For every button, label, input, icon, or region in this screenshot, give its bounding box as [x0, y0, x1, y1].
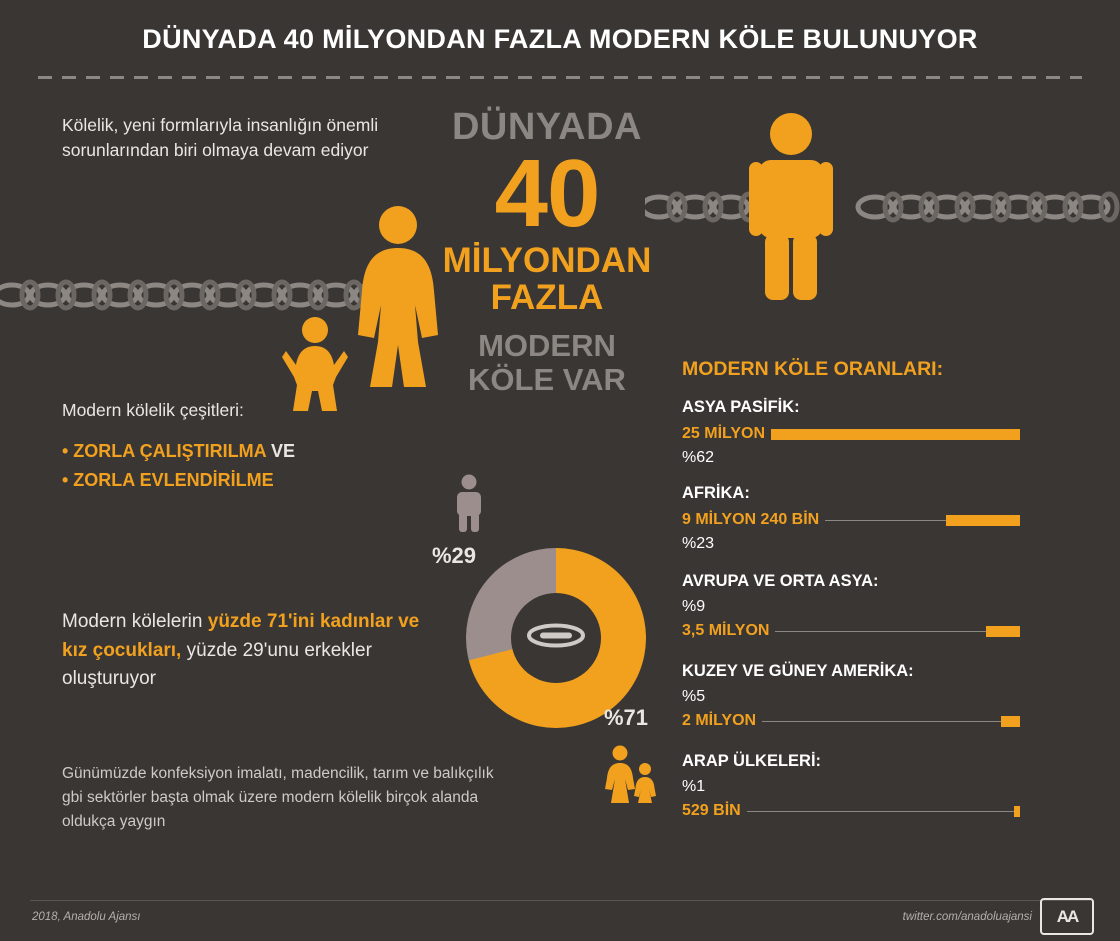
female-with-child-symbol-icon — [604, 745, 656, 808]
intro-paragraph: Kölelik, yeni formlarıyla insanlığın önemli sorunlarından biri olmaya devam ediyor — [62, 115, 379, 161]
page-title: DÜNYADA 40 MİLYONDAN FAZLA MODERN KÖLE BULUNUYOR — [142, 24, 978, 54]
chain-link-icon — [526, 623, 586, 654]
region-percent: %9 — [682, 598, 706, 615]
male-percent-label: %29 — [432, 543, 477, 568]
region-block-europe-central-asia — [682, 572, 1020, 641]
region-value: 25 MİLYON — [682, 425, 765, 442]
footer-credit: 2018, Anadolu Ajansı — [32, 911, 141, 923]
region-bar-track — [775, 631, 1020, 633]
region-bar-fill — [1014, 806, 1020, 817]
female-percent-label: %71 — [604, 705, 649, 730]
headline-line-1: DÜNYADA — [451, 106, 642, 148]
chain-left-decoration — [0, 278, 390, 312]
headline-line-5: MODERN KÖLE VAR — [468, 327, 626, 398]
region-name: KUZEY VE GÜNEY AMERİKA: — [682, 662, 914, 680]
region-percent-row — [682, 778, 1020, 796]
footer-twitter-handle: twitter.com/anadoluajansi — [902, 911, 1032, 923]
man-silhouette-icon — [745, 112, 837, 307]
slavery-kinds-label: Modern kölelik çeşitleri: — [62, 400, 244, 420]
region-value: 529 BİN — [682, 802, 741, 819]
region-percent-row — [682, 449, 1020, 467]
region-value-row — [682, 711, 1020, 731]
region-block-arab-states — [682, 752, 1020, 821]
region-name: ARAP ÜLKELERİ: — [682, 752, 822, 770]
region-percent: %5 — [682, 688, 706, 705]
region-block-americas — [682, 662, 1020, 731]
region-name: AFRİKA: — [682, 484, 750, 502]
child-silhouette-icon — [282, 315, 348, 420]
region-value-row — [682, 621, 1020, 641]
region-bar — [747, 806, 1020, 817]
region-bar-fill — [986, 626, 1020, 637]
sectors-paragraph: Günümüzde konfeksiyon imalatı, madencilik, tarım ve balıkçılık gbi sektörler başta olmak üzere modern kölelik birçok alanda oldukça yaygın — [62, 765, 494, 831]
region-value-row — [682, 424, 1020, 444]
region-value: 3,5 MİLYON — [682, 622, 770, 639]
region-block-africa — [682, 484, 1020, 553]
gender-donut-chart — [466, 548, 646, 728]
gender-paragraph — [62, 608, 432, 694]
slavery-kind-1: • ZORLA ÇALIŞTIRILMA VE — [62, 441, 295, 462]
region-percent: %62 — [682, 449, 715, 466]
region-bar — [771, 429, 1020, 440]
region-value: 9 MİLYON 240 BİN — [682, 511, 820, 528]
region-bar — [775, 626, 1020, 637]
region-bar-fill — [1001, 716, 1020, 727]
male-symbol-icon — [452, 474, 486, 537]
region-name: ASYA PASİFİK: — [682, 398, 800, 416]
rates-section-title — [682, 358, 943, 381]
region-percent-row — [682, 535, 1020, 553]
gender-text-bold: yüzde 71'ini kadınlar ve kız çocukları, — [62, 611, 420, 661]
gender-text-post: yüzde 29'unu erkekler oluşturuyor — [62, 639, 372, 689]
rates-title-main: MODERN KÖLE — [682, 358, 834, 380]
gender-text-pre: Modern kölelerin — [62, 611, 208, 632]
region-percent: %1 — [682, 778, 706, 795]
region-bar-track — [747, 811, 1020, 813]
region-block-asia-pacific — [682, 398, 1020, 467]
chain-right-decoration — [645, 190, 1120, 224]
region-value: 2 MİLYON — [682, 712, 757, 729]
region-percent-row — [682, 688, 1020, 706]
region-bar — [762, 716, 1020, 727]
region-value-row — [682, 510, 1020, 530]
footer-divider — [30, 900, 1090, 901]
region-bar-fill — [946, 515, 1020, 526]
region-name: AVRUPA VE ORTA ASYA: — [682, 572, 879, 590]
region-value-row — [682, 801, 1020, 821]
region-bar-fill — [771, 429, 1020, 440]
region-bar — [825, 515, 1020, 526]
region-bar-track — [762, 721, 1020, 723]
slavery-kind-2: • ZORLA EVLENDİRİLME — [62, 470, 274, 491]
headline-line-3: MİLYONDAN — [442, 241, 652, 281]
header-divider — [38, 76, 1082, 79]
headline-statistic-block — [432, 108, 662, 398]
rates-title-accent: ORANLARI: — [833, 358, 944, 380]
headline-line-4: FAZLA — [490, 277, 604, 317]
region-percent-row — [682, 598, 1020, 616]
headline-number: 40 — [494, 140, 600, 247]
region-percent: %23 — [682, 535, 715, 552]
agency-logo: AA — [1040, 898, 1094, 935]
